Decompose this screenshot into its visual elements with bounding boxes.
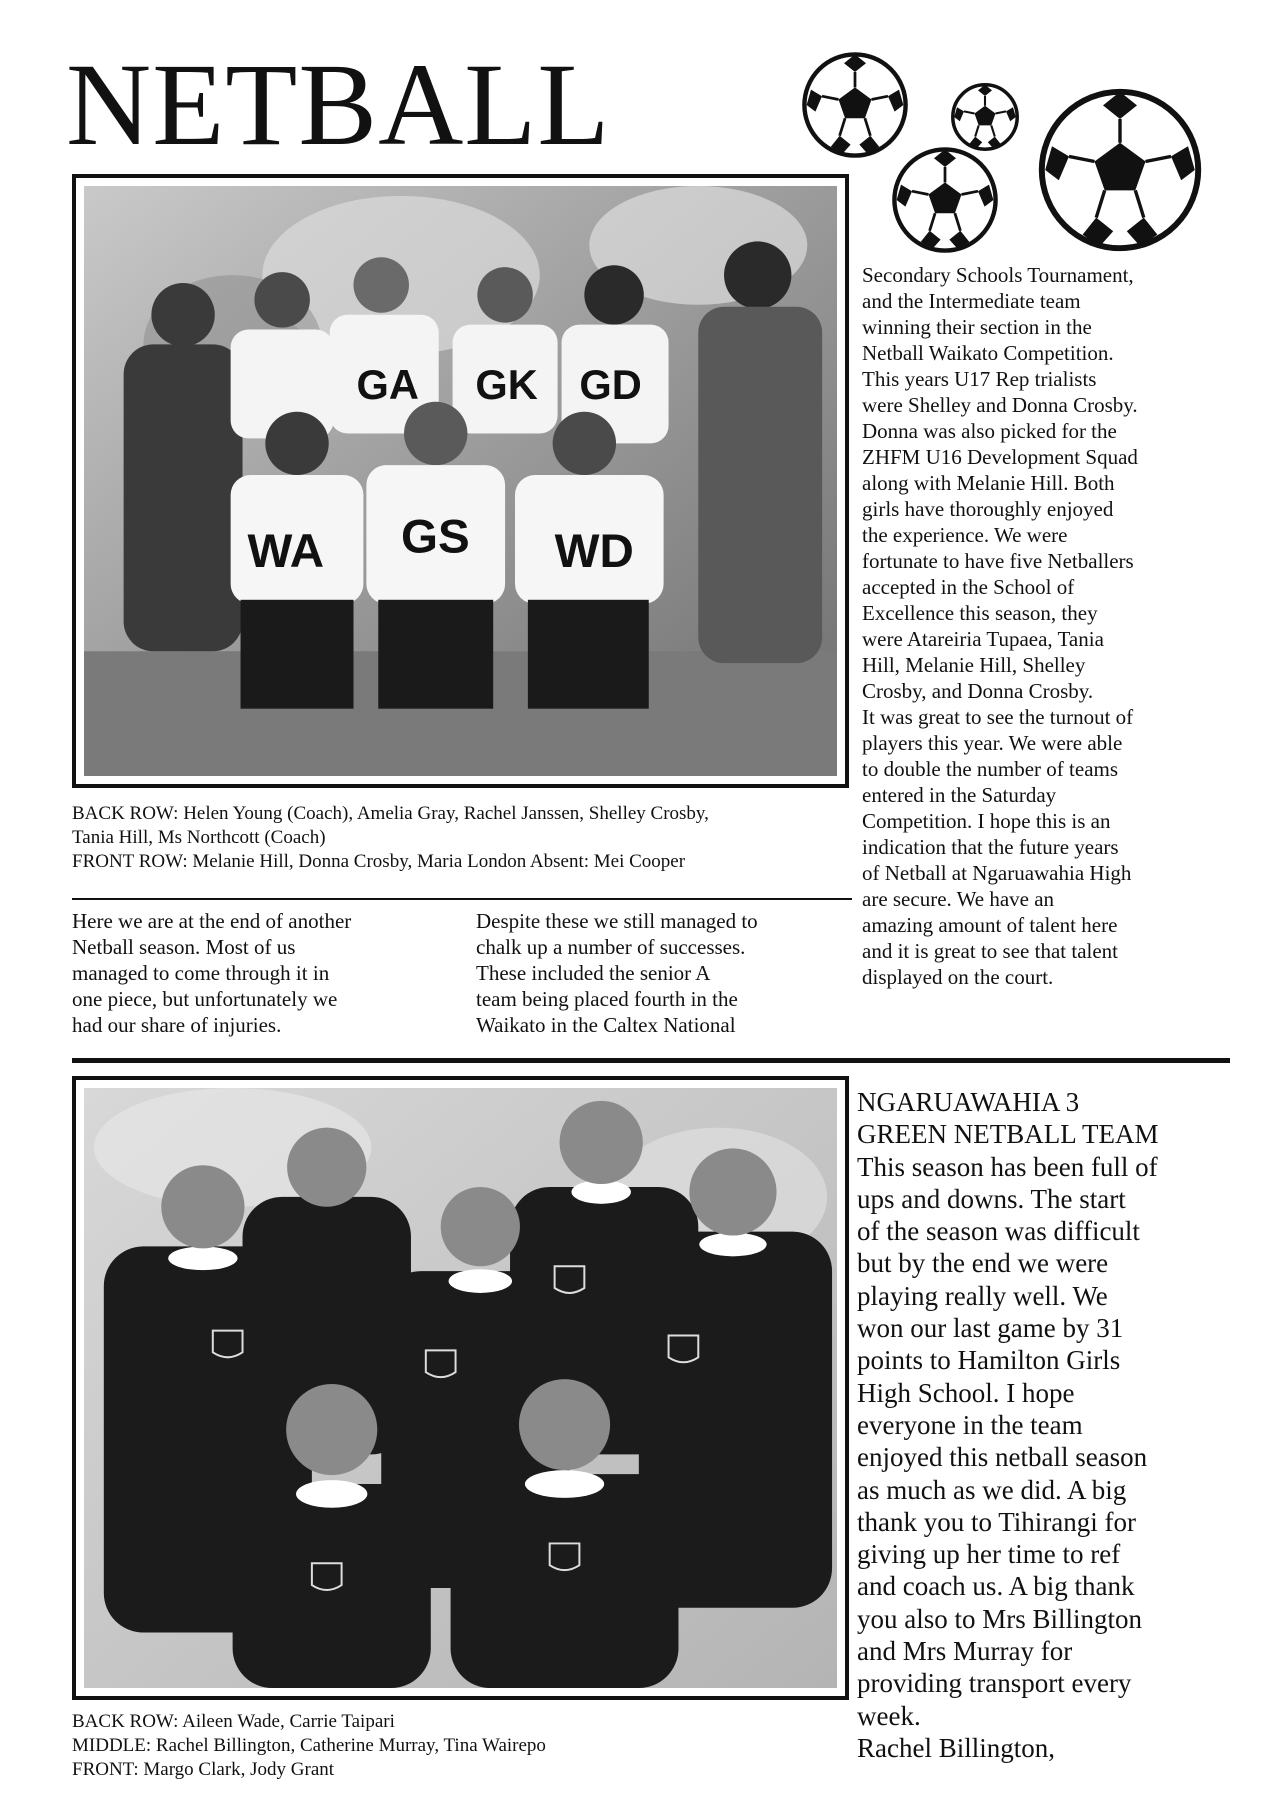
article-line: Secondary Schools Tournament,: [862, 263, 1134, 287]
soccer-ball-icon: [890, 145, 1000, 255]
page-title: NETBALL: [66, 39, 611, 170]
caption-line: BACK ROW: Aileen Wade, Carrie Taipari: [72, 1711, 395, 1732]
article-line: had our share of injuries.: [72, 1013, 282, 1037]
caption-line: FRONT ROW: Melanie Hill, Donna Crosby, Maria London Absent: Mei Cooper: [72, 851, 686, 872]
article-line: one piece, but unfortunately we: [72, 987, 338, 1011]
article-line: Excellence this season, they: [862, 601, 1098, 625]
article-line: chalk up a number of successes.: [476, 935, 746, 959]
soccer-ball-icon: [800, 50, 910, 160]
article-line: Netball Waikato Competition.: [862, 341, 1114, 365]
bib-wa: WA: [247, 525, 325, 579]
article-line: fortunate to have five Netballers: [862, 549, 1134, 573]
article-line: accepted in the School of: [862, 575, 1075, 599]
section-divider: [72, 1058, 1230, 1063]
caption-line: BACK ROW: Helen Young (Coach), Amelia Gray, Rachel Janssen, Shelley Crosby,: [72, 803, 709, 824]
article-line: displayed on the court.: [862, 965, 1054, 989]
report-line: and coach us. A big thank: [857, 1571, 1135, 1602]
team-photo-senior: [72, 174, 849, 788]
article-line: managed to come through it in: [72, 961, 330, 985]
article-line: were Atareiria Tupaea, Tania: [862, 627, 1104, 651]
article-line: the experience. We were: [862, 523, 1068, 547]
article-line: girls have thoroughly enjoyed: [862, 497, 1114, 521]
report-line: This season has been full of: [857, 1151, 1158, 1182]
article-line: Netball season. Most of us: [72, 935, 296, 959]
caption-line: Tania Hill, Ms Northcott (Coach): [72, 827, 326, 848]
report-line: providing transport every: [857, 1668, 1132, 1699]
report-line: enjoyed this netball season: [857, 1442, 1148, 1473]
report-line: High School. I hope: [857, 1377, 1075, 1408]
article-line: along with Melanie Hill. Both: [862, 471, 1115, 495]
team-photo-image: [84, 1088, 837, 1688]
report-line: but by the end we were: [857, 1248, 1109, 1279]
report-line: GREEN NETBALL TEAM: [857, 1119, 1159, 1150]
report-line: everyone in the team: [857, 1409, 1083, 1440]
article-column-1: [72, 908, 351, 1038]
article-line: Hill, Melanie Hill, Shelley: [862, 653, 1086, 677]
team-photo-green: [72, 1076, 849, 1700]
report-line: NGARUAWAHIA 3: [857, 1087, 1080, 1117]
article-line: ZHFM U16 Development Squad: [862, 445, 1138, 469]
team-report: [857, 1086, 1158, 1764]
article-line: were Shelley and Donna Crosby.: [862, 393, 1138, 417]
caption-line: MIDDLE: Rachel Billington, Catherine Murray, Tina Wairepo: [72, 1735, 546, 1756]
article-line: amazing amount of talent here: [862, 913, 1118, 937]
report-line: week.: [857, 1700, 921, 1731]
bib-gs: GS: [401, 510, 470, 564]
soccer-ball-icon: [1035, 85, 1205, 255]
article-line: Donna was also picked for the: [862, 419, 1117, 443]
article-line: These included the senior A: [476, 961, 711, 985]
report-line: won our last game by 31: [857, 1313, 1124, 1344]
article-line: Despite these we still managed to: [476, 909, 758, 933]
bib-wd: WD: [554, 525, 634, 579]
report-line: ups and downs. The start: [857, 1183, 1126, 1214]
article-line: Waikato in the Caltex National: [476, 1013, 736, 1037]
photo-caption-green: [72, 1710, 546, 1782]
report-line: playing really well. We: [857, 1280, 1108, 1311]
bib-gk: GK: [475, 360, 538, 408]
article-line: entered in the Saturday: [862, 783, 1057, 807]
article-line: It was great to see the turnout of: [862, 705, 1134, 729]
report-line: and Mrs Murray for: [857, 1636, 1073, 1667]
article-line: and it is great to see that talent: [862, 939, 1118, 963]
article-line: and the Intermediate team: [862, 289, 1081, 313]
report-line: giving up her time to ref: [857, 1539, 1121, 1570]
article-line: team being placed fourth in the: [476, 987, 738, 1011]
article-line: winning their section in the: [862, 315, 1092, 339]
report-line: points to Hamilton Girls: [857, 1345, 1121, 1376]
article-column-2: [476, 908, 758, 1038]
article-line: to double the number of teams: [862, 757, 1119, 781]
photo-caption-senior: [72, 802, 709, 874]
bib-ga: GA: [356, 360, 419, 408]
article-line: Competition. I hope this is an: [862, 809, 1111, 833]
article-line: are secure. We have an: [862, 887, 1055, 911]
report-line: thank you to Tihirangi for: [857, 1506, 1137, 1537]
soccer-ball-icon: [950, 82, 1020, 152]
report-line: you also to Mrs Billington: [857, 1603, 1143, 1634]
article-line: Here we are at the end of another: [72, 909, 352, 933]
bib-gd: GD: [579, 360, 642, 408]
report-line: as much as we did. A big: [857, 1474, 1127, 1505]
report-line: of the season was difficult: [857, 1216, 1140, 1247]
article-line: players this year. We were able: [862, 731, 1123, 755]
caption-line: FRONT: Margo Clark, Jody Grant: [72, 1759, 335, 1780]
article-line: indication that the future years: [862, 835, 1119, 859]
article-column-3: [862, 262, 1138, 990]
article-line: This years U17 Rep trialists: [862, 367, 1097, 391]
caption-divider: [72, 898, 852, 900]
team-photo-image: [84, 186, 837, 776]
article-line: of Netball at Ngaruawahia High: [862, 861, 1132, 885]
report-signature: Rachel Billington,: [857, 1732, 1055, 1763]
article-line: Crosby, and Donna Crosby.: [862, 679, 1094, 703]
